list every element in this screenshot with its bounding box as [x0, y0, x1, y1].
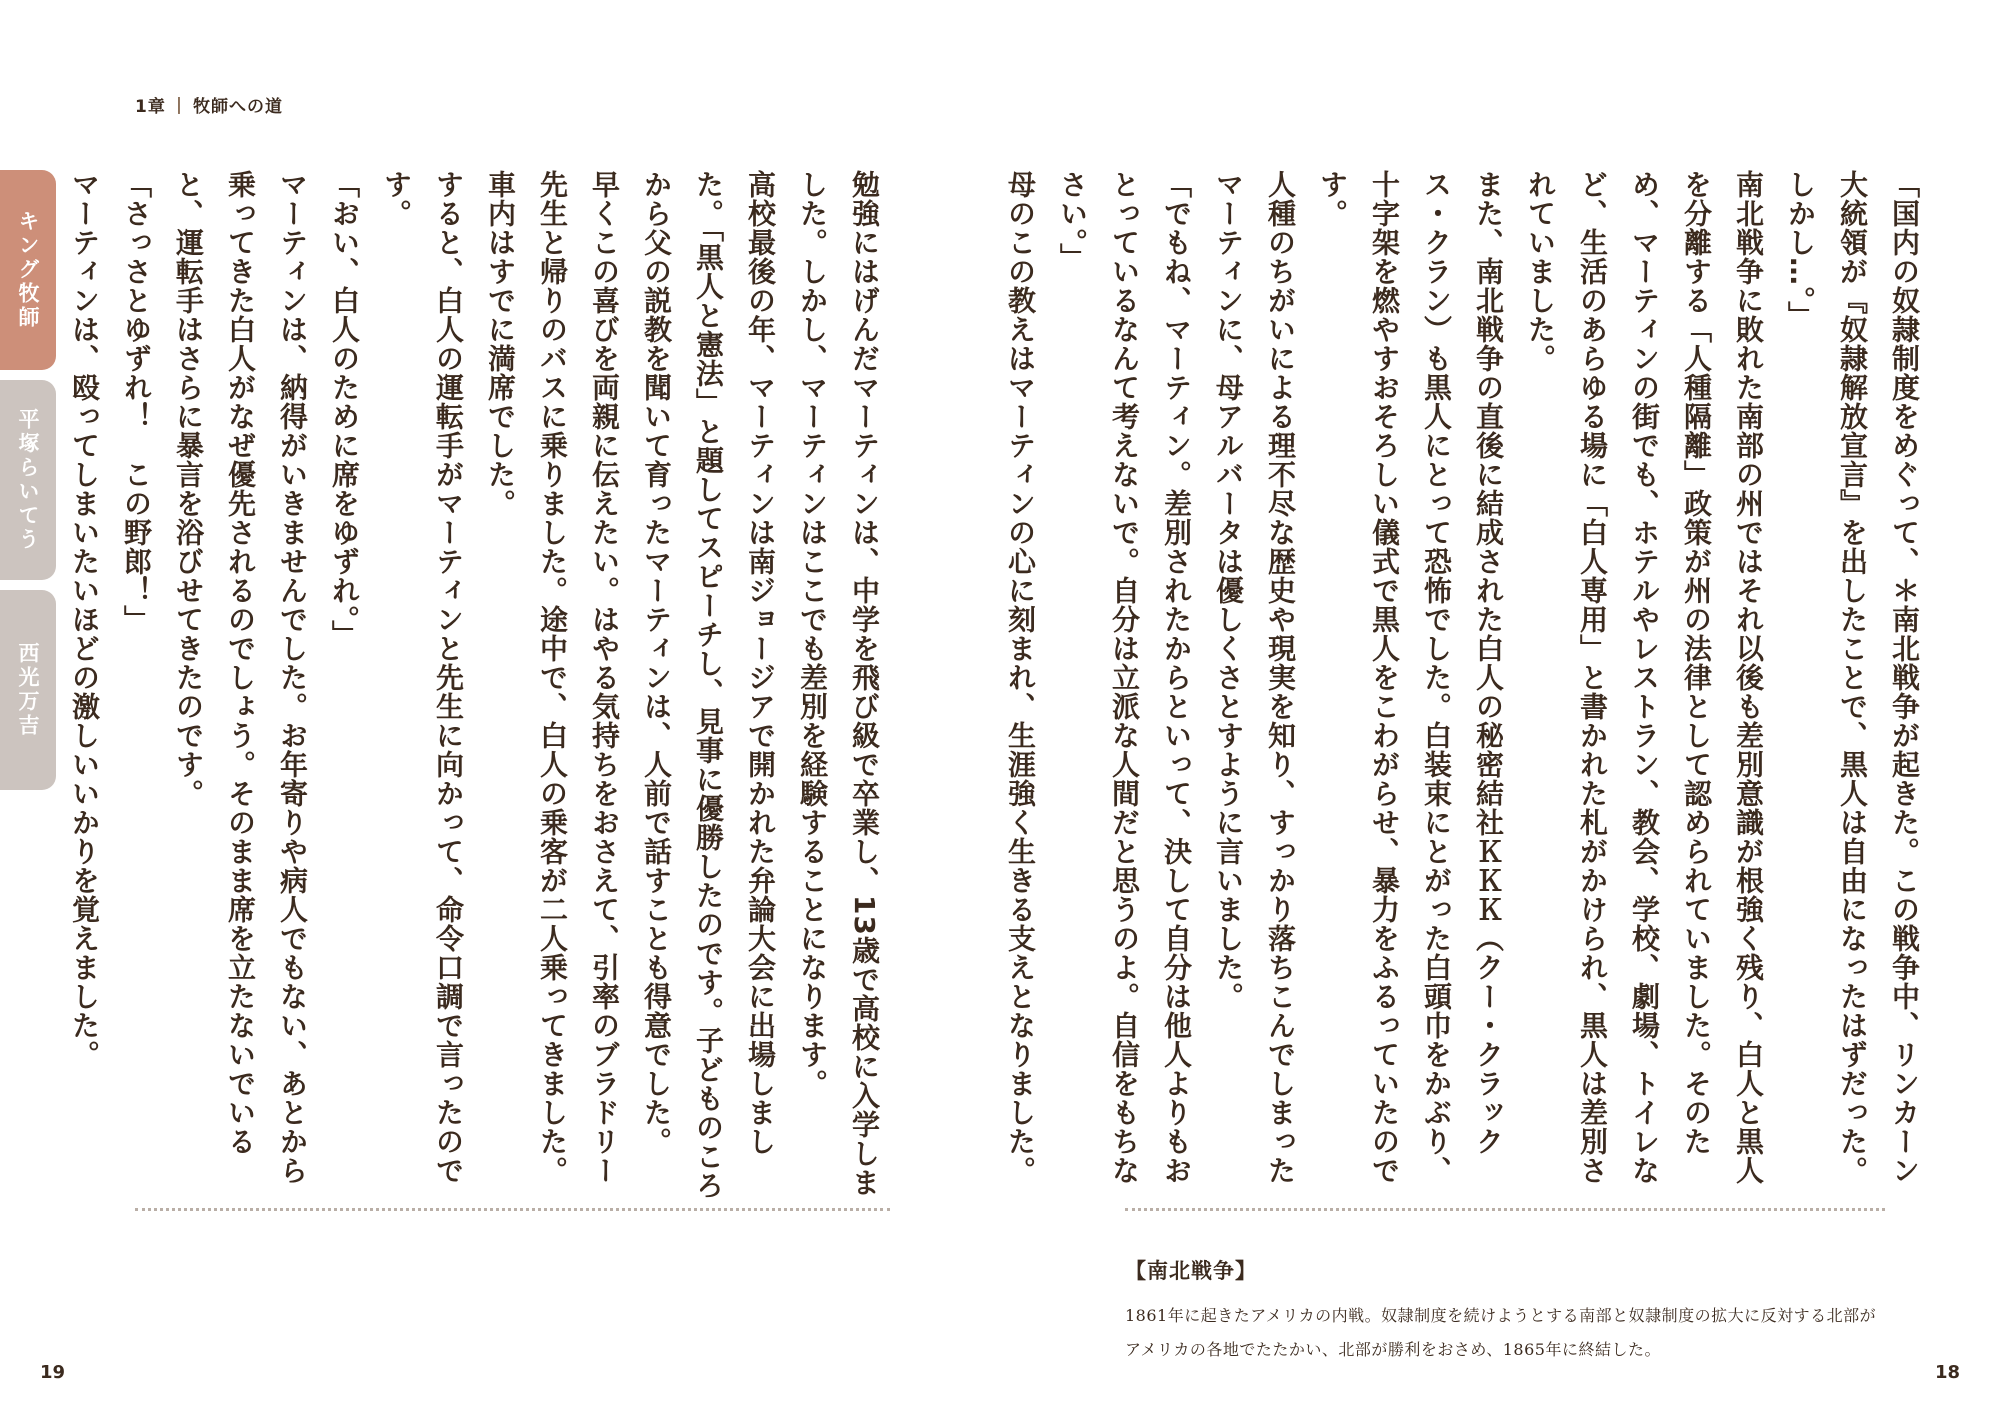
- right-paragraph-6: 母のこの教えはマーティンの心に刻まれ、生涯強く生きる支えとなりました。: [1004, 170, 1037, 1185]
- right-paragraph-2: 南北戦争に敗れた南部の州ではそれ以後も差別意識が根強く残り、白人と黒人を分離する「人種隔離」政策が州の法律として認められていました。そのため、マーティンの街でも、ホテルやレストラン、教会、学校、劇場、トイレなど、生活のあらゆる場に「白人専用」と書かれた札がかけられ、黒人は差別されていました。: [1524, 170, 1765, 1185]
- footnote: [1125, 1255, 1885, 1367]
- page-number-left: 19: [40, 1362, 66, 1383]
- left-divider: [135, 1208, 890, 1211]
- footnote-text: 1861年に起きたアメリカの内戦。奴隷制度を続けようとする南部と奴隷制度の拡大に反対する北部がアメリカの各地でたたかい、北部が勝利をおさめ、1865年に終結した。: [1125, 1306, 1877, 1359]
- left-paragraph-4: すると、白人の運転手がマーティンと先生に向かって、命令口調で言ったのです。: [380, 170, 465, 1185]
- right-paragraph-1: 「国内の奴隷制度をめぐって、＊南北戦争が起きた。この戦争中、リンカーン大統領が『奴隷解放宣言』を出したことで、黒人は自由になったはずだった。しかし…。」: [1784, 170, 1921, 1185]
- tab-saiko[interactable]: [0, 590, 56, 790]
- right-paragraph-4: 人種のちがいによる理不尽な歴史や現実を知り、すっかり落ちこんでしまったマーティンに、母アルバータは優しくさとすように言いました。: [1212, 170, 1297, 1185]
- left-paragraph-5: 「おい、白人のために席をゆずれ。」: [328, 170, 361, 649]
- footnote-title: 【南北戦争】: [1125, 1258, 1257, 1283]
- tab-hiratsuka[interactable]: [0, 380, 56, 580]
- left-paragraph-1: 勉強にはげんだマーティンは、中学を飛び級で卒業し、13歳で高校に入学しました。しかし、マーティンはここでも差別を経験することになります。: [796, 170, 881, 1197]
- tab-saiko-label: 西光万吉: [16, 642, 41, 738]
- tab-king[interactable]: [0, 170, 56, 370]
- chapter-separator: |: [175, 94, 184, 115]
- left-page-body: [68, 170, 890, 1200]
- right-paragraph-5: 「でもね、マーティン。差別されたからといって、決して自分は他人よりもおとっているなんて考えないで。自分は立派な人間だと思うのよ。自信をもちなさい。」: [1056, 170, 1193, 1185]
- chapter-label: 1章: [135, 97, 166, 117]
- tab-king-label: キング牧師: [16, 210, 41, 330]
- left-paragraph-7: 「さっさとゆずれ！ この野郎！」: [120, 170, 153, 634]
- left-paragraph-8: マーティンは、殴ってしまいたいほどの激しいいかりを覚えました。: [68, 170, 101, 1069]
- chapter-header: [135, 92, 283, 117]
- chapter-title: 牧師への道: [193, 97, 284, 117]
- left-paragraph-6: マーティンは、納得がいきませんでした。お年寄りや病人でもない、あとから乗ってきた白人がなぜ優先されるのでしょう。そのまま席を立たないでいると、運転手はさらに暴言を浴びせてきたのです。: [172, 170, 309, 1185]
- right-paragraph-3: また、南北戦争の直後に結成された白人の秘密結社ＫＫＫ（クー・クラックス・クラン）も黒人にとって恐怖でした。白装束にとがった白頭巾をかぶり、十字架を燃やすおそろしい儀式で黒人をこわがらせ、暴力をふるっていたのです。: [1316, 170, 1505, 1185]
- right-page-body: [1004, 170, 1930, 1200]
- tab-hiratsuka-label: 平塚らいてう: [16, 408, 41, 552]
- page-number-right: 18: [1934, 1362, 1960, 1383]
- right-divider: [1125, 1208, 1885, 1211]
- left-paragraph-2: 高校最後の年、マーティンは南ジョージアで開かれた弁論大会に出場しました。「黒人と憲法」と題してスピーチし、見事に優勝したのです。子どものころから父の説教を聞いて育ったマーティンは、人前で話すことも得意でした。: [640, 170, 777, 1200]
- left-paragraph-3: 早くこの喜びを両親に伝えたい。はやる気持ちをおさえて、引率のブラドリー先生と帰りのバスに乗りました。途中で、白人の乗客が二人乗ってきました。車内はすでに満席でした。: [484, 170, 621, 1185]
